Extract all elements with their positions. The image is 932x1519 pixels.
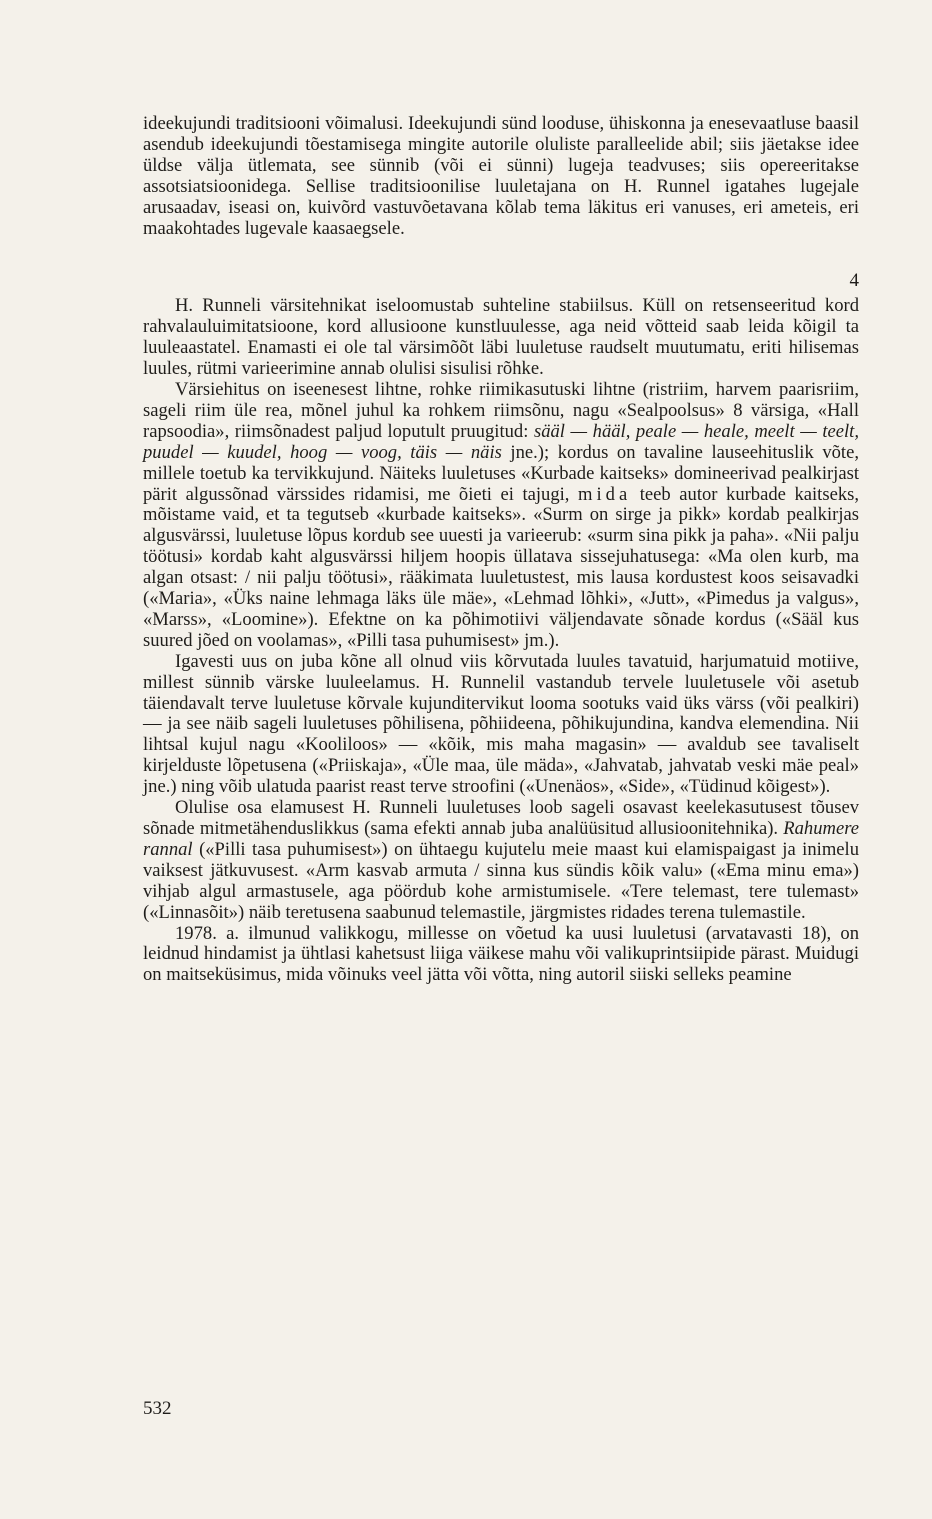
text-run: Värsiehitus on iseenesest lihtne, rohke riimikasutuski lihtne (ristriim, harvem paarisriim, sageli riim üle rea, mõnel juhul ka rohkem riimsõnu, nagu «Sealpoolsus» 8 värsiga, «Hall rapsoodia», riimsõnadest paljud loputult pruugitud:	[143, 378, 859, 442]
italic-run: Rahumere rannal	[143, 818, 859, 860]
page-number: 532	[143, 1398, 172, 1419]
section-number: 4	[849, 270, 859, 292]
text-run: teeb autor kurbade kaitseks, mõistame vaid, et ta tegutseb «kurbade kaitseks». «Surm on sirge ja pikk» kordab pealkirjas algusvärssi, luuletuse lõpus kordub see uuesti ja varieerub: «surm sina pikk ja paha». «Nii palju töötusi» kordab kaht algusvärssi hiljem hoopis üllatava sissejuhatusega: «Ma olen kurb, ma algan otsast: / nii palju töötusi», rääkimata luuletustest, mis lausa kordustest koos seisavadki («Maria», «Üks naine lehmaga läks üle mäe», «Lehmad lõhki», «Jutt», «Pimedus ja valgus», «Marss», «Loomine»). Efektne on ka põhimotiivi väljendavate sõnade kordus («Sääl kus suured jõed on voolamas», «Pilli tasa puhumisest» jm.).	[143, 483, 859, 651]
paragraph-5	[143, 798, 859, 923]
body-text	[143, 114, 859, 986]
text-run: jne.); kordus on tavaline lauseehituslik võte, millele toetub ka tervikkujund. Näiteks luuletuses «Kurbade kaitseks» domineerivad pealkirjast pärit algussõnad värssides ridamisi, me õieti ei tajugi,	[143, 441, 859, 505]
italic-run: sääl — hääl, peale — heale, meelt — teelt, puudel — kuudel, hoog — voog, täis — näis	[143, 420, 859, 463]
paragraph-2: H. Runneli värsitehnikat iseloomustab suhteline stabiilsus. Küll on retsenseeritud kord rahvalauluimitatsioone, kord allusioone kunstluulesse, aga neid võtteid saab leida kõigil ta luuleaastatel. Enamasti ei ole tal värsimõõt läbi luuletuse raudselt muutumatu, eriti hilisemas luules, rütmi varieerimine annab olulisi sisulisi rõhke.	[143, 295, 859, 380]
text-run: («Pilli tasa puhumisest») on ühtaegu kujutelu meie maast kui elamispaigast ja inimelu vaiksest jätkuvusest. «Arm kasvab armuta / sinna kus sündis kõik valu» («Ema minu ema») vihjab algul armastusele, aga pöördub kohe armistumisele. «Tere telemast, tere tulemast» («Linnasõit») näib teretusena saabunud telemastile, järgmistes ridades terena tulemastile.	[143, 838, 859, 923]
paragraph-1: ideekujundi traditsiooni võimalusi. Ideekujundi sünd looduse, ühiskonna ja enesevaatluse baasil asendub ideekujundi tõestamisega mingite autorile oluliste paralleelide abil; siis jäetakse idee üldse välja ütlemata, see sünnib (või ei sünni) lugeja teadvuses; siis opereeritakse assotsiatsioonidega. Sellise traditsioonilise luuletajana on H. Runnel igatahes lugejale arusaadav, iseasi on, kuivõrd vastuvõetavana kõlab tema läkitus eri vanuses, eri ameteis, eri maakohtades lugevale kaasaegsele.	[143, 113, 859, 239]
paragraph-6: 1978. a. ilmunud valikkogu, millesse on võetud ka uusi luuletusi (arvatavasti 18), on leidnud hindamist ja ühtlasi kahetsust liiga väikese mahu või valikuprintsiipide pärast. Muidugi on maitseküsimus, mida võinuks veel jätta või võtta, ning autoril siiski selleks peamine	[143, 922, 859, 986]
paragraph-4: Igavesti uus on juba kõne all olnud viis kõrvutada luules tavatuid, harjumatuid motiive, millest sünnib värske luuleelamus. H. Runnelil vastandub tervele luuletusele või asetub täiendavalt terve luuletuse kõrvale kujunditervikut looma sootuks vaid üks värss (või pealkiri) — ja see näib sageli luuletuses põhilisena, põhiideena, põhikujundina, kandva elemendina. Nii lihtsal kujul nagu «Kooliloos» — «kõik, mis maha magasin» — avaldub see tavaliselt kirjelduste lõpetusena («Priiskaja», «Üle maa, üle mäda», «Jahvatab, jahvatab veski mäe peal» jne.) ning võib ulatuda paarist reast terve stroofini («Unenäos», «Side», «Tüdinud kõigest»).	[143, 650, 859, 798]
text-run: Olulise osa elamusest H. Runneli luuletuses loob sageli osavast keelekasutusest tõusev sõnade mitmetähenduslikkus (sama efekti annab juba analüüsitud allusioonitehnika).	[143, 797, 859, 839]
spaced-run: mida	[578, 483, 632, 505]
paragraph-3	[143, 380, 859, 652]
